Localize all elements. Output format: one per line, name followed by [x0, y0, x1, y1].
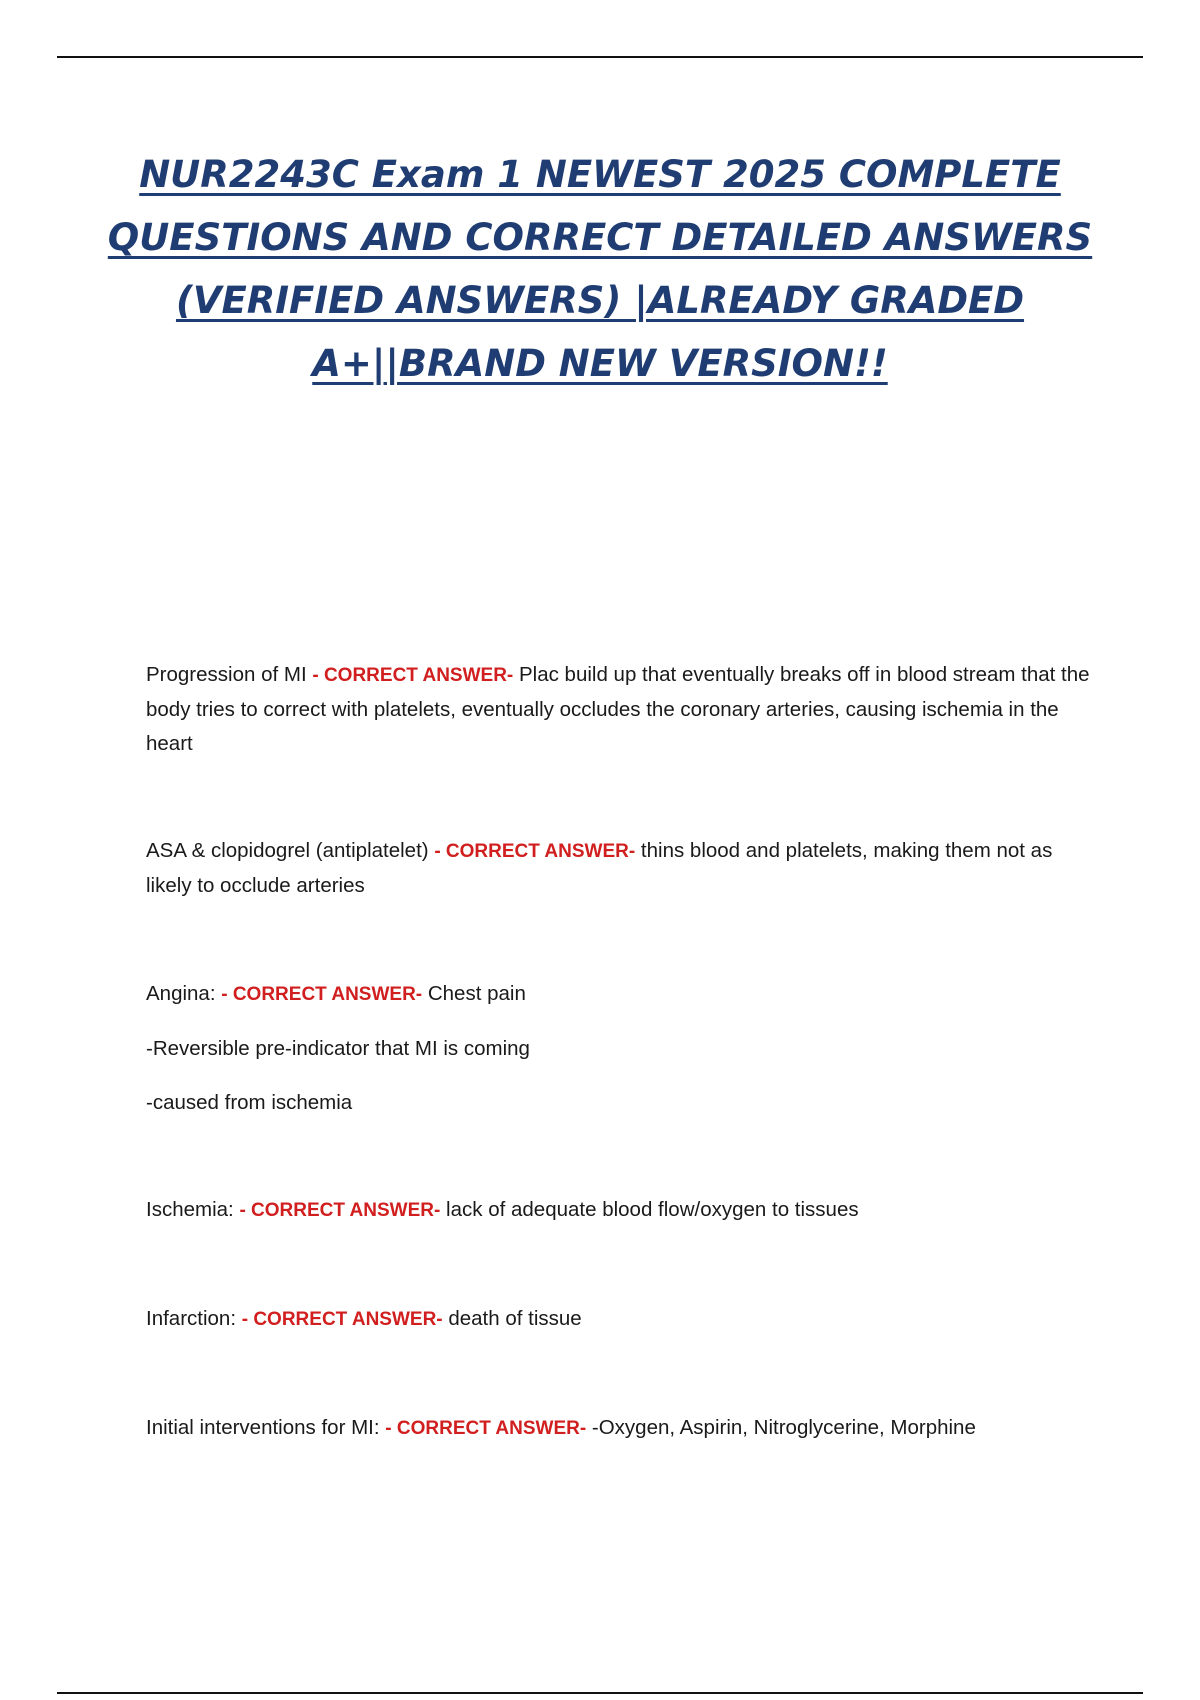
correct-answer-tag: - CORRECT ANSWER-: [239, 1200, 441, 1221]
answer: -Oxygen, Aspirin, Nitroglycerine, Morphine: [591, 1416, 976, 1439]
bottom-rule: [57, 1692, 1143, 1694]
question: Initial interventions for MI:: [146, 1416, 380, 1439]
correct-answer-tag: - CORRECT ANSWER-: [312, 665, 514, 686]
answer: death of tissue: [448, 1307, 582, 1330]
question: Infarction:: [146, 1307, 237, 1330]
title-line-1: NUR2243C Exam 1 NEWEST 2025 COMPLETE: [139, 153, 1061, 196]
question: Angina:: [146, 982, 216, 1005]
correct-answer-tag: - CORRECT ANSWER-: [385, 1418, 587, 1439]
answer-detail: -Reversible pre-indicator that MI is coming: [146, 1037, 530, 1060]
answer: Chest pain: [427, 982, 526, 1005]
answer-detail: -caused from ischemia: [146, 1091, 353, 1114]
title-line-4: A+||BRAND NEW VERSION!!: [312, 342, 888, 385]
qa-item-angina: [146, 977, 1096, 1120]
correct-answer-tag: - CORRECT ANSWER-: [221, 984, 423, 1005]
qa-item-mi-interventions: [146, 1411, 1096, 1446]
question: Progression of MI: [146, 663, 307, 686]
question: Ischemia:: [146, 1198, 234, 1221]
qa-item-asa-clopidogrel: [146, 834, 1096, 903]
question: ASA & clopidogrel (antiplatelet): [146, 839, 429, 862]
title-line-2: QUESTIONS AND CORRECT DETAILED ANSWERS: [107, 216, 1093, 259]
qa-item-ischemia: [146, 1193, 1096, 1228]
qa-item-mi-progression: [146, 658, 1096, 761]
document-title: [60, 143, 1140, 395]
correct-answer-tag: - CORRECT ANSWER-: [241, 1309, 443, 1330]
correct-answer-tag: - CORRECT ANSWER-: [434, 841, 636, 862]
answer: lack of adequate blood flow/oxygen to tissues: [446, 1198, 859, 1221]
answer: Plac build up that eventually breaks off in blood stream that the body tries to correct with platelets, eventually occludes the coronary arteries, causing ischemia in the heart: [146, 663, 1090, 755]
top-rule: [57, 56, 1143, 58]
qa-item-infarction: [146, 1302, 1096, 1337]
title-line-3: (VERIFIED ANSWERS) |ALREADY GRADED: [175, 279, 1025, 322]
answer: thins blood and platelets, making them not as likely to occlude arteries: [146, 839, 1053, 897]
